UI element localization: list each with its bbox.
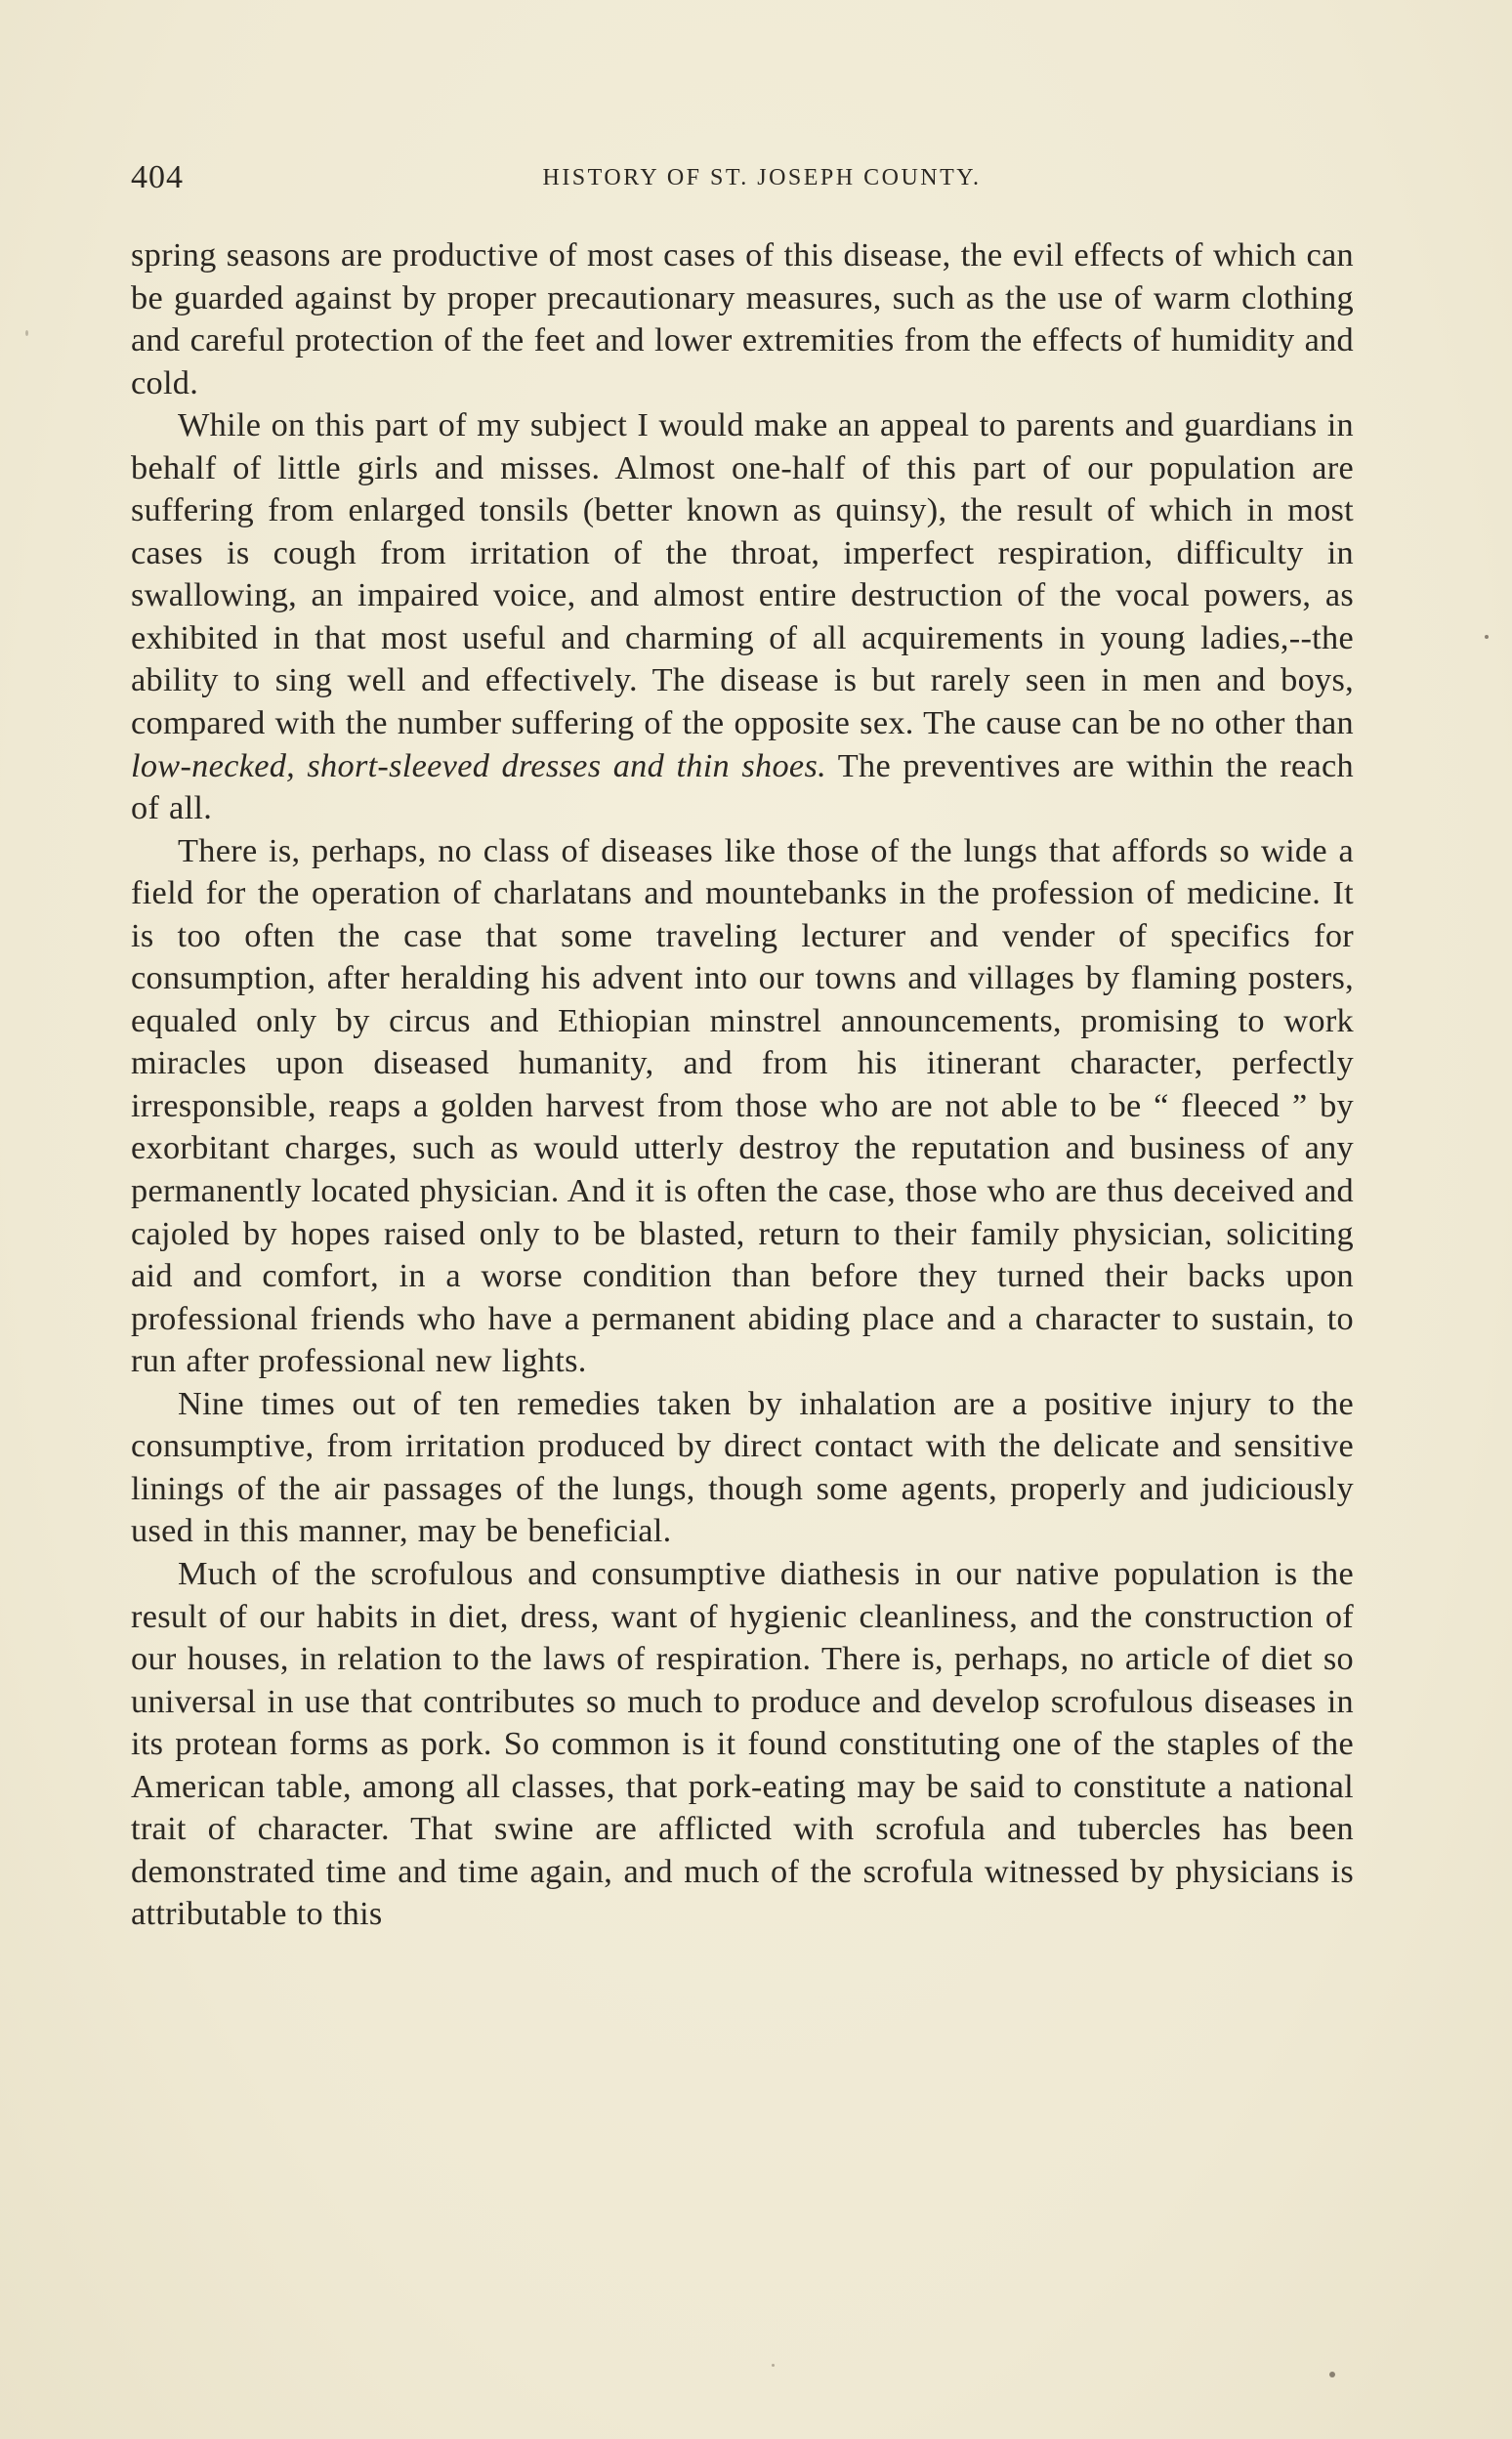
- paper-speck: [25, 330, 28, 336]
- body-text: [131, 234, 1354, 1936]
- paragraph-5: Much of the scrofulous and consumptive diathesis in our native population is the result of our habits in diet, dress, want of hygienic cleanliness, and the construction of our houses, in relation to the laws of respiration. There is, perhaps, no article of diet so universal in use that contributes so much to produce and develop scrofulous diseases in its protean forms as pork. So common is it found constituting one of the staples of the American table, among all classes, that pork-eating may be said to constitute a national trait of character. That swine are afflicted with scrofula and tubercles has been demonstrated time and time again, and much of the scrofula witnessed by physicians is attributable to this: [131, 1554, 1354, 1933]
- paragraph-1: spring seasons are productive of most cases of this disease, the evil effects of which can be guarded against by proper precautionary measures, such as the use of warm clothing and careful protection of the feet and lower extremities from the effects of humidity and cold.: [131, 236, 1354, 401]
- paragraph-2-text: While on this part of my subject I would make an appeal to parents and guardians in behalf of little girls and misses. Almost one-half of this part of our population are suffering from enlarged tonsils (better known as quinsy), the result of which in most cases is cough from irritation of the throat, imperfect respiration, difficulty in swallowing, an impaired voice, and almost entire destruction of the vocal powers, as exhibited in that most useful and charming of all acquirements in young ladies,--the ability to sing well and effectively. The disease is but rarely seen in men and boys, compared with the number suffering of the opposite sex. The cause can be no other than: [131, 406, 1354, 742]
- paragraph-2: [131, 404, 1354, 829]
- paper-speck: [1485, 635, 1489, 639]
- page-number: 404: [131, 159, 184, 195]
- page-header: [131, 156, 1354, 199]
- paper-speck: [1329, 2372, 1335, 2377]
- paragraph-2-text-end: The preventives are within the reach of all.: [131, 746, 1354, 827]
- running-title: HISTORY OF ST. JOSEPH COUNTY.: [542, 165, 982, 190]
- paragraph-2-emphasis: low-necked, short-sleeved dresses and thin shoes.: [131, 746, 826, 784]
- paper-speck: [772, 2364, 775, 2367]
- paragraph-4: Nine times out of ten remedies taken by inhalation are a positive injury to the consumptive, from irritation produced by direct contact with the delicate and sensitive linings of the air passages of the lungs, though some agents, properly and judiciously used in this manner, may be beneficial.: [131, 1384, 1354, 1550]
- paragraph-3: There is, perhaps, no class of diseases like those of the lungs that affords so wide a field for the operation of charlatans and mountebanks in the profession of medicine. It is too often the case that some traveling lecturer and vender of specifics for consumption, after heralding his advent into our towns and villages by flaming posters, equaled only by circus and Ethiopian minstrel announcements, promising to work miracles upon diseased humanity, and from his itinerant character, perfectly irresponsible, reaps a golden harvest from those who are not able to be “ fleeced ” by exorbitant charges, such as would utterly destroy the reputation and business of any permanently located physician. And it is often the case, those who are thus deceived and cajoled by hopes raised only to be blasted, return to their family physician, soliciting aid and comfort, in a worse condition than before they turned their backs upon professional friends who have a permanent abiding place and a character to sustain, to run after professional new lights.: [131, 831, 1354, 1380]
